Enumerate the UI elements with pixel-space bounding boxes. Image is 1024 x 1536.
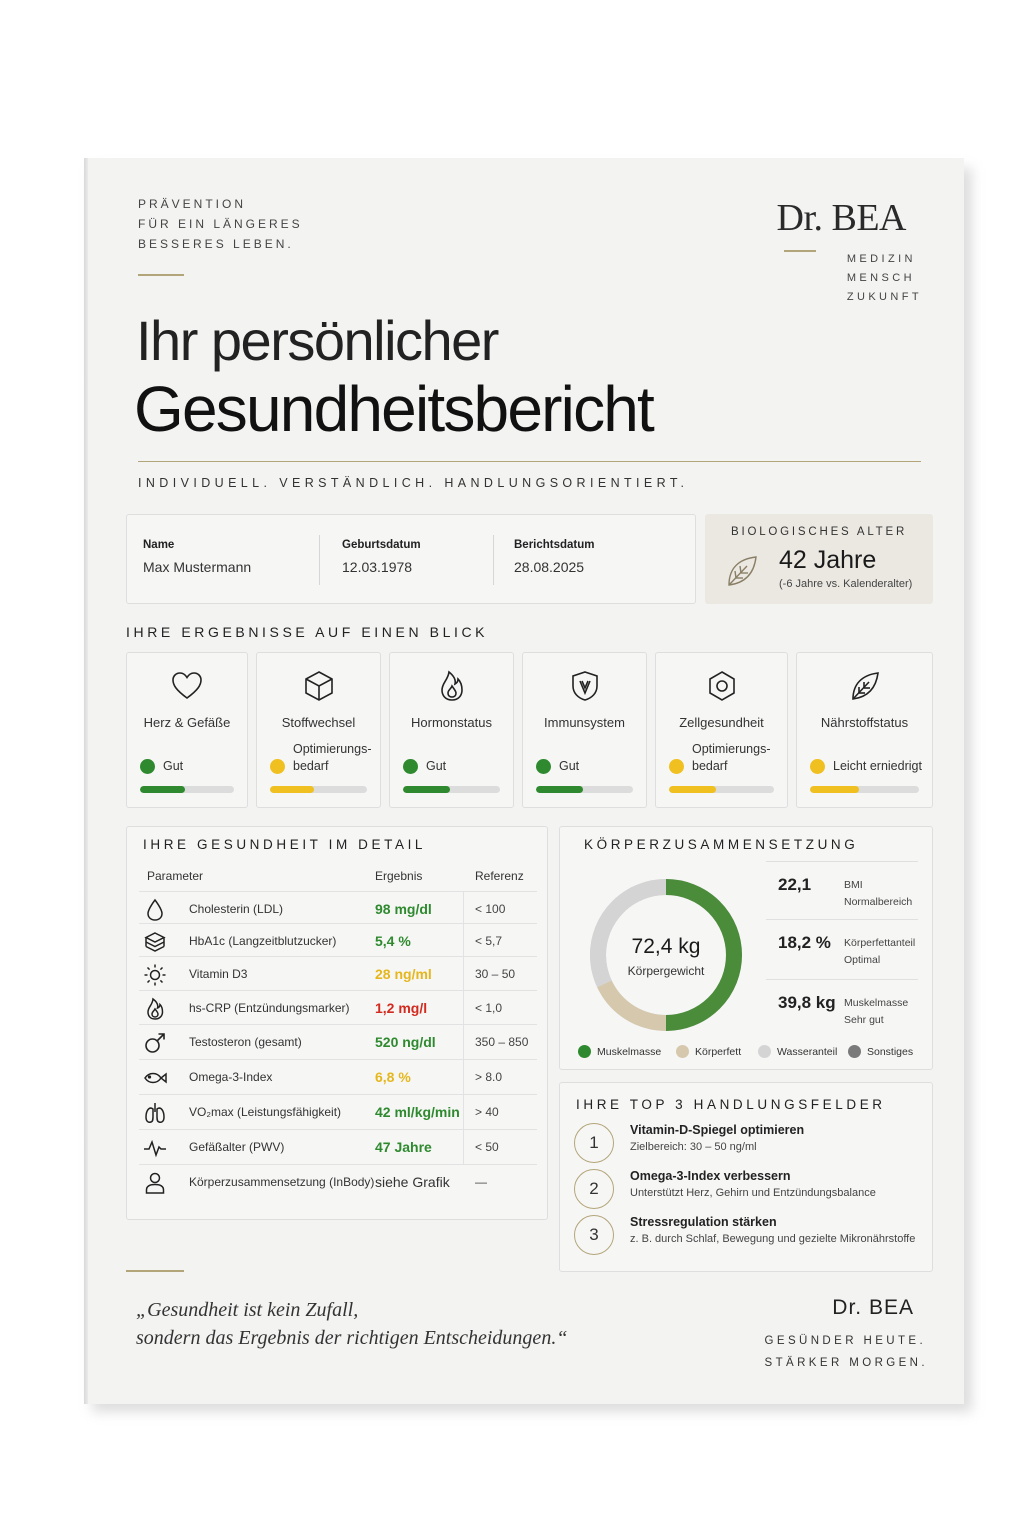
tagline-line-2: FÜR EIN LÄNGERES [138,217,303,231]
stat-sub: Optimal [844,954,881,966]
birthdate-value: 12.03.1978 [342,559,413,575]
report-date-label: Berichtsdatum [514,539,595,551]
parameter-reference: < 50 [475,1140,499,1154]
report-date-value: 28.08.2025 [514,559,585,575]
brand-sub-2: MENSCH [846,272,915,284]
tile-name: Zellgesundheit [679,715,764,730]
table-row [139,1059,537,1094]
column-divider [463,1095,464,1129]
status-bar-fill [403,786,450,793]
table-row [139,956,537,991]
bio-age-value: 42 Jahre [779,546,877,574]
tile-status: Leicht erniedrigt [833,759,922,773]
parameter-reference: > 8.0 [475,1070,503,1084]
parameter-reference: < 100 [475,902,506,916]
parameter-result: 6,8 % [375,1069,411,1085]
divider [766,919,918,920]
overview-heading: IHRE ERGEBNISSE AUF EINEN BLICK [126,624,489,640]
body-composition-card [559,826,933,1070]
tile-name: Nährstoffstatus [820,715,909,730]
cube-icon [302,669,336,708]
parameter-reference: 30 – 50 [475,967,516,981]
composition-heading: KÖRPERZUSAMMENSETZUNG [584,837,859,852]
bio-age-comparison: (-6 Jahre vs. Kalenderalter) [779,578,913,590]
parameter-result: 28 ng/ml [375,966,432,982]
action-title: Omega-3-Index verbessern [630,1169,791,1183]
action-item-1[interactable] [574,1123,924,1167]
parameter-name: Vitamin D3 [189,967,248,981]
drop-icon [143,898,167,922]
column-divider [463,957,464,991]
table-row [139,1129,537,1164]
parameter-name: Omega-3-Index [189,1070,273,1084]
status-bar-fill [270,786,314,793]
tile-status: Gut [163,759,184,773]
flame-icon [143,997,167,1021]
legend-item [578,1045,661,1058]
legend-label: Körperfett [695,1046,742,1058]
tile-naehrstoffstatus[interactable] [796,652,933,808]
tile-status: Gut [559,759,580,773]
table-row [139,923,537,958]
legend-dot [848,1045,861,1058]
parameter-reference: 350 – 850 [475,1035,529,1049]
sun-icon [143,963,167,987]
parameter-reference: > 40 [475,1105,499,1119]
name-label: Name [143,539,175,551]
report-date-field [514,539,595,575]
tagline-rule [138,274,184,276]
status-dot [403,759,418,774]
tile-name: Hormonstatus [411,715,492,730]
parameter-result: 520 ng/dl [375,1034,436,1050]
divider [493,535,494,585]
status-dot [669,759,684,774]
pulse-icon [143,1136,167,1160]
parameter-result: 1,2 mg/l [375,1000,428,1016]
divider [766,861,918,862]
name-value: Max Mustermann [143,559,252,575]
status-dot [270,759,285,774]
stat-label-text: BMI [844,879,863,891]
stat-label [844,877,912,911]
tagline-line-3: BESSERES LEBEN. [138,237,294,251]
brand-logo: Dr. BEA [776,197,906,239]
action-number: 3 [574,1215,614,1255]
birthdate-label: Geburtsdatum [342,539,421,551]
flame-icon [435,669,469,708]
legend-label: Sonstiges [867,1046,914,1058]
status-bar-fill [669,786,716,793]
tile-herz-gefaesse[interactable] [126,652,248,808]
tile-status: Optimierungs- bedarf [293,742,372,773]
column-divider [463,1025,464,1059]
brand-rule [784,250,816,252]
parameter-name: Gefäßalter (PWV) [189,1140,285,1154]
status-bar [140,786,234,793]
body-weight-value: 72,4 kg [631,935,701,958]
action-description: Unterstützt Herz, Gehirn und Entzündungsbalance [630,1187,876,1199]
parameter-result: 5,4 % [375,933,411,949]
biological-age-card [705,514,933,604]
status-bar-fill [140,786,185,793]
brand-subline [847,250,922,307]
fish-icon [143,1066,167,1090]
male-icon [143,1031,167,1055]
parameter-result: siehe Grafik [375,1174,450,1190]
tile-immunsystem[interactable] [522,652,647,808]
quote-line-2: sondern das Ergebnis der richtigen Entscheidungen.“ [136,1327,568,1349]
tile-zellgesundheit[interactable] [655,652,788,808]
action-description: Zielbereich: 30 – 50 ng/ml [630,1141,757,1153]
patient-info-card [126,514,696,604]
tile-stoffwechsel[interactable] [256,652,381,808]
stat-label [844,935,915,969]
stat-value: 22,1 [778,875,812,894]
action-title: Vitamin-D-Spiegel optimieren [630,1123,805,1137]
title-line-2: Gesundheitsbericht [134,373,654,445]
status-bar [669,786,774,793]
heart-icon [170,669,204,708]
tile-name: Immunsystem [544,715,625,730]
footer-slogan-2: STÄRKER MORGEN. [764,1357,928,1369]
divider [319,535,320,585]
table-row [139,1024,537,1059]
title-line-1: Ihr persönlicher [136,309,498,372]
action-item-3[interactable] [574,1215,924,1259]
legend-dot [676,1045,689,1058]
table-row [139,1094,537,1129]
top-actions-card [559,1082,933,1272]
status-bar [810,786,919,793]
bio-age-label: BIOLOGISCHES ALTER [731,526,908,538]
actions-heading: IHRE TOP 3 HANDLUNGSFELDER [576,1097,886,1112]
footer-brand: Dr. BEA [832,1296,914,1319]
cube-icon [143,930,167,954]
parameter-result: 98 mg/dl [375,901,432,917]
body-weight-label: Körpergewicht [627,964,705,978]
column-divider [463,991,464,1025]
status-bar [536,786,633,793]
parameter-name: HbA1c (Langzeitblutzucker) [189,934,337,948]
parameter-name: Körperzusammensetzung (InBody) [189,1175,375,1189]
tagline-line-1: PRÄVENTION [138,197,247,211]
name-field [143,539,251,575]
brand-sub-1: MEDIZIN [846,253,916,265]
table-row [139,891,537,926]
title-rule [138,461,921,462]
divider [766,979,918,980]
legend-label: Wasseranteil [777,1046,838,1058]
column-header-parameter: Parameter [147,869,204,883]
leaf-icon [848,669,882,708]
status-dot [140,759,155,774]
parameter-name: hs-CRP (Entzündungsmarker) [189,1001,350,1015]
column-divider [463,1060,464,1094]
parameter-reference: < 1,0 [475,1001,503,1015]
stat-value: 39,8 kg [778,993,836,1012]
tile-hormonstatus[interactable] [389,652,514,808]
shield-icon [568,669,602,708]
stat-sub: Normalbereich [844,896,913,908]
footer-slogan-1: GESÜNDER HEUTE. [764,1335,927,1347]
brand-sub-3: ZUKUNFT [846,291,922,303]
leaf-icon [723,552,761,595]
legend-item [758,1045,837,1058]
legend-item [676,1045,741,1058]
action-number: 1 [574,1123,614,1163]
status-bar-fill [810,786,859,793]
person-icon [143,1171,167,1195]
column-header-result: Ergebnis [375,869,423,883]
table-row [139,990,537,1025]
status-dot [810,759,825,774]
column-divider [463,892,464,926]
stat-label-text: Körperfettanteil [844,937,916,949]
tagline [138,194,303,254]
tile-name: Stoffwechsel [281,715,356,730]
stat-label [844,995,908,1029]
hexagon-icon [705,669,739,708]
column-divider [463,924,464,958]
action-number: 2 [574,1169,614,1209]
slogan: INDIVIDUELL. VERSTÄNDLICH. HANDLUNGSORIENTIERT. [138,476,689,490]
action-description: z. B. durch Schlaf, Bewegung und gezielte Mikronährstoffe [630,1233,916,1245]
legend-label: Muskelmasse [597,1046,662,1058]
table-row [139,1164,537,1199]
stat-label-text: Muskelmasse [844,997,909,1009]
legend-dot [758,1045,771,1058]
column-header-reference: Referenz [475,869,524,883]
report-cover-page [88,158,964,1404]
tile-status: Optimierungs- bedarf [692,742,771,773]
status-bar [270,786,367,793]
status-dot [536,759,551,774]
quote-line-1: „Gesundheit ist kein Zufall, [136,1299,359,1321]
action-title: Stressregulation stärken [630,1215,777,1229]
stat-value: 18,2 % [778,933,831,952]
legend-item [848,1045,913,1058]
parameter-name: VO₂max (Leistungsfähigkeit) [189,1105,342,1119]
action-item-2[interactable] [574,1169,924,1213]
footer-rule [126,1270,184,1272]
detail-heading: IHRE GESUNDHEIT IM DETAIL [143,837,427,852]
tile-name: Herz & Gefäße [143,715,231,730]
status-bar-fill [536,786,583,793]
lungs-icon [143,1101,167,1125]
parameter-reference: < 5,7 [475,934,503,948]
parameter-name: Cholesterin (LDL) [189,902,284,916]
birthdate-field [342,539,421,575]
health-detail-card [126,826,548,1220]
footer-quote [136,1296,567,1352]
legend-dot [578,1045,591,1058]
parameter-result: 42 ml/kg/min [375,1104,460,1120]
stat-sub: Sehr gut [844,1014,884,1026]
parameter-reference: — [475,1175,487,1189]
column-divider [463,1130,464,1164]
tile-status: Gut [426,759,447,773]
parameter-result: 47 Jahre [375,1139,432,1155]
status-bar [403,786,500,793]
footer-slogan [765,1330,928,1374]
parameter-name: Testosteron (gesamt) [189,1035,302,1049]
